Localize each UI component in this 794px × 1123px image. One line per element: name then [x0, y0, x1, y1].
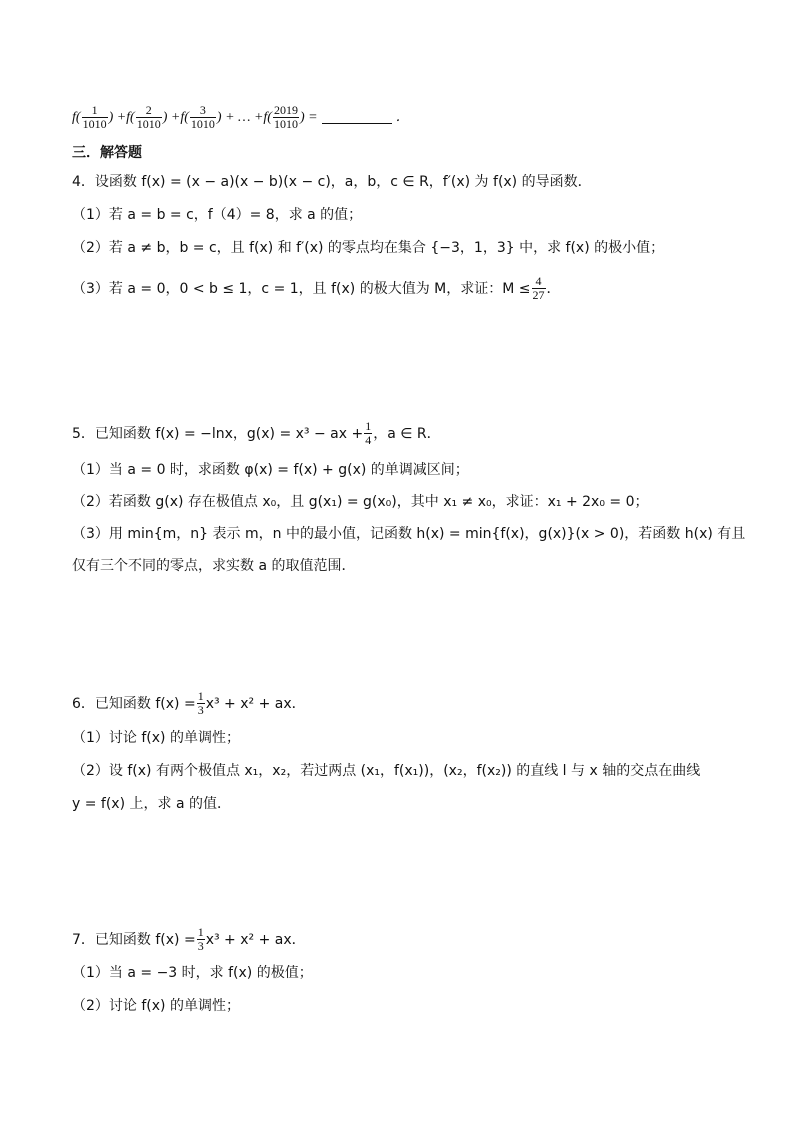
q6-part2-line1: （2）设 f(x) 有两个极值点 x₁，x₂，若过两点 (x₁，f(x₁))，(x₂，f(x₂)) 的直线 l 与 x 轴的交点在曲线	[72, 763, 701, 779]
fraction	[532, 275, 546, 302]
denominator: 3	[197, 939, 204, 953]
q4-part3	[72, 275, 561, 302]
denominator: 1010	[273, 117, 298, 131]
answer-blank[interactable]	[322, 111, 392, 124]
numerator: 4	[535, 274, 542, 288]
denominator: 1010	[82, 117, 107, 131]
numerator: 2019	[273, 103, 298, 117]
text: 6．已知函数 f(x) =	[72, 695, 196, 712]
numerator: 1	[197, 689, 204, 703]
denominator: 4	[365, 433, 372, 447]
q5-part3-line2: 仅有三个不同的零点，求实数 a 的取值范围．	[72, 558, 356, 574]
q6-part1: （1）讨论 f(x) 的单调性；	[72, 730, 240, 746]
fraction	[136, 104, 162, 131]
numerator: 1	[197, 925, 204, 939]
text: f(	[263, 109, 272, 125]
fraction	[82, 104, 108, 131]
q5-stem	[72, 420, 441, 447]
text: x³ + x² + ax．	[205, 695, 306, 712]
text: ．	[395, 109, 410, 125]
text: f(	[126, 109, 135, 125]
text: ．	[546, 280, 561, 297]
text: ) +	[162, 109, 181, 125]
text: x³ + x² + ax．	[205, 931, 306, 948]
q6-part2-line2: y = f(x) 上，求 a 的值．	[72, 796, 231, 812]
fraction	[273, 104, 299, 131]
text: 5．已知函数 f(x) = −lnx，g(x) = x³ − ax +	[72, 425, 364, 442]
q7-stem	[72, 926, 306, 953]
numerator: 3	[199, 103, 206, 117]
numerator: 1	[365, 419, 372, 433]
q4-part2: （2）若 a ≠ b，b = c，且 f(x) 和 f′(x) 的零点均在集合 {−3，1，3} 中，求 f(x) 的极小值；	[72, 240, 665, 256]
fraction	[197, 926, 205, 953]
fraction	[364, 420, 372, 447]
text: 7．已知函数 f(x) =	[72, 931, 196, 948]
numerator: 2	[145, 103, 152, 117]
text: f(	[72, 109, 81, 125]
q5-part1: （1）当 a = 0 时，求函数 φ(x) = f(x) + g(x) 的单调减区间；	[72, 462, 469, 478]
text: ) +	[108, 109, 127, 125]
denominator: 27	[532, 288, 545, 302]
q4-part1: （1）若 a = b = c，f（4）= 8，求 a 的值；	[72, 207, 363, 223]
denominator: 1010	[136, 117, 161, 131]
q5-part3-line1: （3）用 min{m，n} 表示 m，n 中的最小值，记函数 h(x) = min{f(x)，g(x)}(x > 0)，若函数 h(x) 有且	[72, 526, 746, 542]
numerator: 1	[91, 103, 98, 117]
q6-stem	[72, 690, 306, 717]
text: ，a ∈ R．	[373, 425, 441, 442]
denominator: 1010	[190, 117, 215, 131]
q4-stem: 4．设函数 f(x) = (x − a)(x − b)(x − c)，a，b，c ∈ R，f′(x) 为 f(x) 的导函数．	[72, 174, 592, 190]
q3-sum-expression	[72, 104, 410, 131]
text: ) + … +	[216, 109, 264, 125]
q7-part2: （2）讨论 f(x) 的单调性；	[72, 998, 240, 1014]
text: ) =	[299, 109, 318, 125]
text: （3）若 a = 0，0 < b ≤ 1，c = 1，且 f(x) 的极大值为 M，求证：M ≤	[72, 280, 531, 297]
denominator: 3	[197, 703, 204, 717]
section-title: 三．解答题	[72, 145, 142, 161]
fraction	[197, 690, 205, 717]
q5-part2: （2）若函数 g(x) 存在极值点 x₀，且 g(x₁) = g(x₀)，其中 x₁ ≠ x₀，求证：x₁ + 2x₀ = 0；	[72, 494, 649, 510]
q7-part1: （1）当 a = −3 时，求 f(x) 的极值；	[72, 965, 313, 981]
text: f(	[180, 109, 189, 125]
fraction	[190, 104, 216, 131]
